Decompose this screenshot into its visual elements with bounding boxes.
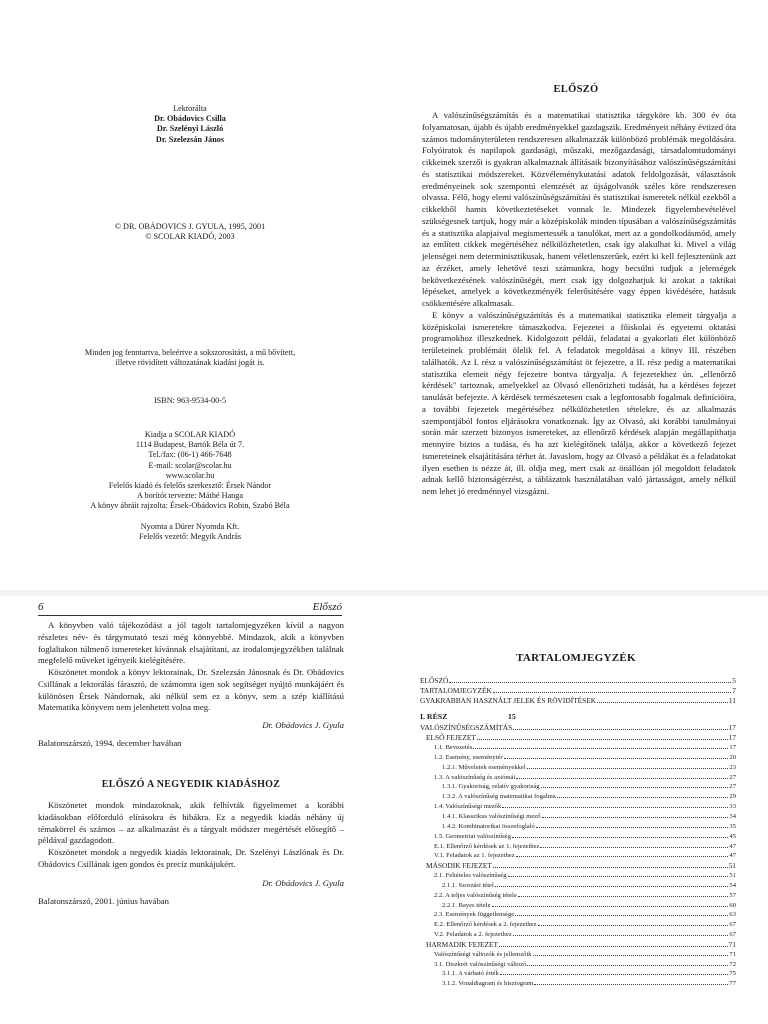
place-date: Balatonszárszó, 2001. június havában <box>38 895 170 906</box>
toc-entry[interactable] <box>420 832 736 842</box>
toc-entry-label: V.2. Feladatok a 2. fejezethez <box>434 931 512 939</box>
toc-entry-page: 20 <box>729 753 736 761</box>
toc-entry-label: 3.1.2. Vonaldiagram és hisztogram <box>442 980 534 988</box>
toc-entry-page: 17 <box>729 744 736 752</box>
toc-entry-label: Valószínűségi változók és jellemzőik <box>434 950 532 958</box>
part-label: I. RÉSZ <box>420 711 448 721</box>
toc-entry[interactable] <box>420 822 736 832</box>
toc-entry-label: VALÓSZÍNŰSÉGSZÁMÍTÁS <box>420 723 513 733</box>
toc-part-heading <box>420 712 736 722</box>
printer-line: Nyomta a Dürer Nyomda Kft. <box>140 522 240 531</box>
publisher-line: Tel./fax: (06-1) 466-7648 <box>148 450 232 460</box>
toc-entry[interactable] <box>420 940 736 950</box>
toc-leader <box>515 915 728 916</box>
toc-title: TARTALOMJEGYZÉK <box>516 652 636 664</box>
toc-entry-page: 60 <box>729 901 736 909</box>
toc-entry-label: V.1. Feladatok az 1. fejezethez <box>434 852 515 860</box>
toc-entry-label: 1.5. Geometriai valószínűség <box>434 832 511 840</box>
toc-entry-page: 23 <box>729 763 736 771</box>
toc-leader <box>492 906 729 907</box>
toc-entry-label: 1.4.2. Kombinatorikai összefoglaló <box>442 822 535 830</box>
toc-entry-page: 27 <box>729 783 736 791</box>
rights-line: Minden jog fenntartva, beleértve a sokszorosítást, a mű bővített, <box>84 348 296 357</box>
toc-entry-label: ELSŐ FEJEZET <box>426 733 476 743</box>
toc-entry[interactable] <box>420 930 736 940</box>
toc-entry-page: 67 <box>729 921 736 929</box>
signature: Dr. Obádovics J. Gyula <box>262 877 344 888</box>
copyright-line: © DR. OBÁDOVICS J. GYULA, 1995, 2001 <box>114 222 266 231</box>
toc-entry[interactable] <box>420 881 736 891</box>
toc-entry[interactable] <box>420 802 736 812</box>
toc-leader <box>493 692 731 693</box>
toc-entry-label: TARTALOMJEGYZÉK <box>420 685 492 695</box>
toc-entry-page: 35 <box>729 822 736 830</box>
body-paragraph: Köszönetet mondok a negyedik kiadás lektorainak, Dr. Szelényi Lászlónak és Dr. Obádovics Csillának igen gondos és precíz munkájukért. <box>38 847 344 869</box>
body-paragraph: A könyvben való tájékozódást a jól tagolt tartalomjegyzéken kívül a nagyon részletes név- és tárgymutató teszi még könnyebbé. Mindazok, akik a könyvben foglaltakon túlmenő ismereteket kívánnak elsajátítani, az irodalomjegyzékben találnak megfelelő műveket igényeik kielégítésére. <box>38 620 344 666</box>
toc-entry-page: 75 <box>729 970 736 978</box>
body-paragraph: Köszönetet mondok a könyv lektorainak, Dr. Szelezsán Jánosnak és Dr. Obádovics Csillának a lektorálás fárasztó, de számomra igen sok segítséget nyújtó munkájáért és különösen Érsek Nándornak, aki nélkül sem ez a könyv, sem a szép kiállítású Matematika könyvem nem jelenhetett volna meg. <box>38 667 344 713</box>
toc-entry-label: 3.1. Diszkrét valószínűségi változó <box>434 960 527 968</box>
toc-entry[interactable] <box>420 733 736 743</box>
toc-entry-page: 29 <box>729 793 736 801</box>
toc-entry-page: 63 <box>729 911 736 919</box>
printer-line: Felelős vezető: Megyik András <box>138 532 242 542</box>
toc-entry[interactable] <box>420 969 736 979</box>
toc-entry-page: 45 <box>729 832 736 840</box>
publisher-line: E-mail: scolar@scolar.hu <box>148 460 232 470</box>
toc-entry-label: 2.1.1. Szorzási tétel <box>442 881 494 889</box>
publisher-line: Felelős kiadó és felelős szerkesztő: Érsek Nándor <box>108 481 272 491</box>
toc-leader <box>527 965 728 966</box>
copyright-line: © SCOLAR KIADÓ, 2003 <box>145 232 235 242</box>
place-date: Balatonszárszó, 1994. december havában <box>38 738 182 748</box>
toc-leader <box>473 748 728 749</box>
publisher-line: A könyv ábráit rajzolta: Érsek-Obádovics Robin, Szabó Béla <box>90 501 290 511</box>
rights-block <box>30 348 350 368</box>
toc-leader <box>513 935 729 936</box>
toc-entry-page: 71 <box>729 950 736 958</box>
foreword-title: ELŐSZÓ <box>553 84 599 95</box>
toc-entry[interactable] <box>420 792 736 802</box>
toc-entry[interactable] <box>420 723 736 733</box>
toc-entry-label: 2.2. A teljes valószínűség tétele <box>434 891 517 899</box>
toc-entry[interactable] <box>420 851 736 861</box>
toc-entry[interactable] <box>420 891 736 901</box>
publisher-line: Kiadja a SCOLAR KIADÓ <box>144 430 236 439</box>
toc-entry-page: 33 <box>729 803 736 811</box>
toc-leader <box>502 807 728 808</box>
page-number: 6 <box>38 601 44 613</box>
toc-entry-page: 17 <box>728 723 736 733</box>
toc-chapter-entries <box>420 723 736 989</box>
toc-entry-label: MÁSODIK FEJEZET <box>426 861 492 871</box>
toc-entry-label: 1.4.1. Klasszikus valószínűségi mező <box>442 812 541 820</box>
toc-entry[interactable] <box>420 920 736 930</box>
toc-entry-label: 1.3.1. Gyakoriság, relatív gyakoriság <box>442 783 540 791</box>
toc-entry-page: 54 <box>729 881 736 889</box>
toc-leader <box>500 974 729 975</box>
toc-entry-page: 77 <box>729 980 736 988</box>
toc-entry-page: 27 <box>729 773 736 781</box>
toc-entry-page: 71 <box>728 939 736 949</box>
toc-leader <box>527 768 729 769</box>
part-page: 15 <box>508 711 516 721</box>
toc-entry-label: 2.1. Feltételes valószínűség <box>434 872 507 880</box>
toc-entry[interactable] <box>420 782 736 792</box>
toc-entry-label: 1.3. A valószínűség és axiómái <box>434 773 516 781</box>
toc-entry-label: HARMADIK FEJEZET <box>426 939 499 949</box>
toc-entry-label: 2.3. Események függetlensége <box>434 911 515 919</box>
toc-entry-page: 7 <box>732 685 736 695</box>
toc-leader <box>477 739 728 740</box>
body-paragraph: Köszönetet mondok mindazoknak, akik felhívták figyelmemet a korábbi kiadásokban előforduló elírásokra és hibákra. Ez a negyedik kiadás néhány új témakörrel és számos – az alkalmazást és a tárgyalt módszer megértését elősegítő – példával gazdagodott. <box>38 800 344 846</box>
toc-leader <box>597 702 728 703</box>
toc-leader <box>449 682 731 683</box>
page-six-body <box>38 620 344 907</box>
toc-entry[interactable] <box>420 812 736 822</box>
toc-leader <box>499 946 728 947</box>
toc-entry-label: 1.1. Bevezetés <box>434 744 473 752</box>
toc-entry-page: 5 <box>732 676 736 685</box>
toc-entry-page: 17 <box>728 733 736 743</box>
toc-entry[interactable] <box>420 861 736 871</box>
toc-entry-label: 1.2.1. Műveletek eseményekkel <box>442 763 526 771</box>
toc-leader <box>512 837 728 838</box>
toc-entry-label: 3.1.1. A várható érték <box>442 970 499 978</box>
reviewers-label: Lektorálta <box>173 104 207 113</box>
toc-entry-page: 51 <box>728 861 736 871</box>
rights-line: illetve rövidített változatának kiadási jogát is. <box>115 358 265 368</box>
toc-leader <box>540 847 728 848</box>
toc-entry[interactable] <box>420 901 736 911</box>
toc-leader <box>542 817 729 818</box>
toc-leader <box>504 758 729 759</box>
toc-entry-label: 1.2. Esemény, eseménytér <box>434 753 503 761</box>
running-title: Előszó <box>312 601 342 613</box>
publisher-line: www.scolar.hu <box>165 470 215 480</box>
toc-entry-label: 2.2.1. Bayes tétele <box>442 901 491 909</box>
toc-entry[interactable] <box>420 871 736 881</box>
copyright-block <box>40 222 340 242</box>
toc-entry-page: 67 <box>729 931 736 939</box>
isbn: ISBN: 963-9534-00-5 <box>153 396 227 405</box>
toc-entry[interactable] <box>420 950 736 960</box>
toc-entry-page: 34 <box>729 812 736 820</box>
toc-entry-label: E.2. Ellenőrző kérdések a 2. fejezethez <box>434 921 537 929</box>
reviewer-name: Dr. Szelezsán János <box>155 134 225 144</box>
publisher-block <box>20 430 360 512</box>
foreword-body <box>422 110 736 498</box>
toc-entry[interactable] <box>420 960 736 970</box>
toc-entry-page: 57 <box>729 891 736 899</box>
foreword-paragraph: E könyv a valószínűségszámítás és a matematikai statisztika elemeit tárgyalja a középiskolai ismeretekre támaszkodva. Fejezetei a főiskolai és egyetemi oktatási programokhoz illeszkednek. Kidolgozott példái, feladatai a gyakorlati élet különböző területeinek problémáit ölelik fel. A feladatok megoldásai a könyv III. részében találhatók. Az I. rész a valószínűségszámítást öt fejezetre, a II. rész pedig a matematikai statisztika elemeit négy fejezetre bontva tárgyalja. A fejezetekhez ún. „ellenőrző kérdések" tartoznak, amelyekkel az Olvasó ellenőrizheti tudását, ha a kérdéses fejezet tanulását befejezte. A kérdések természetesen csak a legfontosabb fogalmak definícióira, a további fejezetek megértéséhez nélkülözhetetlen tételekre, és az alkalmazás szempontjából fontos eljárásokra vonatkoznak. Így az Olvasó, aki korábbi tanulmányai során már szerzett bizonyos ismereteket, az ellenőrző kérdések alapján megállapíthatja mennyire biztos a tudása, és ha azt kielégítőnek találja, akkor a következő fejezet ismereteinek elsajátítására térhet át. Javaslom, hogy az Olvasó a példákat és a feladatokat ilyen esetben is nézze át, ill. oldja meg, mert csak az önállóan jól megoldott feladatok adnak kellő biztonságérzést, a táblázatok használatában való jártasságot, amely nélkül nem lehet jó eredménnyel vizsgázni. <box>422 309 736 496</box>
toc-entry[interactable] <box>420 743 736 753</box>
toc-entry-label: E.1. Ellenőrző kérdések az 1. fejezethez <box>434 842 540 850</box>
toc-entry-page: 51 <box>729 872 736 880</box>
toc-leader <box>493 867 728 868</box>
toc-leader <box>536 827 729 828</box>
toc-leader <box>534 984 728 985</box>
toc-leader <box>538 925 729 926</box>
toc-entry-label: 1.3.2. A valószínűség matematikai fogalma <box>442 793 556 801</box>
toc-entry[interactable] <box>420 696 736 706</box>
publisher-line: A borítót tervezte: Máthé Hanga <box>137 491 243 501</box>
toc-entry[interactable] <box>420 753 736 763</box>
reviewers-block <box>40 104 340 145</box>
toc-page <box>384 596 768 1024</box>
toc-entry[interactable] <box>420 842 736 852</box>
toc-entry-page: 47 <box>729 852 736 860</box>
toc-entry[interactable] <box>420 910 736 920</box>
toc-entry-label: 1.4. Valószínűségi mezők <box>434 803 502 811</box>
toc-entry-page: 11 <box>728 695 736 705</box>
imprint-page <box>0 0 384 590</box>
toc-entry-page: 72 <box>729 960 736 968</box>
toc-leader <box>557 797 729 798</box>
toc-leader <box>541 787 729 788</box>
reviewer-name: Dr. Obádovics Csilla <box>154 114 226 124</box>
toc-entry-page: 47 <box>729 842 736 850</box>
toc-entry-label: ELŐSZÓ <box>420 676 449 685</box>
toc-entry[interactable] <box>420 979 736 989</box>
toc-leader <box>516 856 729 857</box>
toc-leader <box>518 896 729 897</box>
toc-leader <box>513 729 727 730</box>
fourth-edition-title: ELŐSZÓ A NEGYEDIK KIADÁSHOZ <box>101 779 281 790</box>
toc-leader <box>533 955 729 956</box>
page-six <box>0 596 384 1024</box>
toc-entry[interactable] <box>420 686 736 696</box>
reviewer-name: Dr. Szelényi László <box>156 124 224 134</box>
publisher-line: 1114 Budapest, Bartók Béla út 7. <box>135 440 245 450</box>
toc-entry[interactable] <box>420 773 736 783</box>
toc-entry[interactable] <box>420 763 736 773</box>
running-head <box>38 601 342 616</box>
toc-entry-label: GYAKRABBAN HASZNÁLT JELEK ÉS RÖVIDÍTÉSEK <box>420 695 597 705</box>
toc-leader <box>516 778 728 779</box>
toc-leader <box>495 886 729 887</box>
foreword-paragraph: A valószínűségszámítás és a matematikai statisztika tárgyköre kb. 300 év óta folyamatosan, újabb és újabb eredményekkel gazdagszik. Eredményeit néhány évtized óta számos tudományterületen rendszeresen alkalmazzák különböző problémák megoldására. Folyóiratok és napilapok gazdasági, műszaki, mezőgazdasági, társadalomtudományi cikkeinek szerzői is gyakran alkalmaznak állításaik bizonyításához valószínűségszámítási és statisztikai módszereket. Közvéleménykutatási adatok feldolgozását, választások eredményeinek sok szempontú elemzését az újságolvasók széles köre rendszeresen olvassa. Félő, hogy elemi valószínűségszámítási és statisztikai ismeretek nélkül ezekből a cikkekből hamis következtetéseket vonnak le. Mindezek figyelembevételével szükségesnek tartjuk, hogy már a középiskolák minden típusában a valószínűségszámítás és a statisztika alapjaival megismertessék a tanulókat, mert az a gondolkodásmód, amely az említett cikkek megértéséhez nélkülözhetetlen, csak így alakulhat ki. Mivel a világ jelenségei nem determinisztikusak, hanem véletlenszerűek, ezért ki kell fejlesztenünk azt az érzéket, amely lehetővé teszi számunkra, hogy becsülni tudjuk a jelenségek bekövetkezésének valószínűségét, mert csak így dolgozhatjuk ki azokat a taktikai lépéseket, amelyek a következményék felerősítésére vagy éppen kivédésére, hatásuk csökkentésére alkalmasak. <box>422 110 736 308</box>
toc-entry[interactable] <box>420 676 736 686</box>
signature: Dr. Obádovics J. Gyula <box>262 720 344 730</box>
foreword-page <box>384 0 768 590</box>
printer-block <box>40 522 340 542</box>
toc-list <box>420 676 736 989</box>
toc-leader <box>508 876 729 877</box>
